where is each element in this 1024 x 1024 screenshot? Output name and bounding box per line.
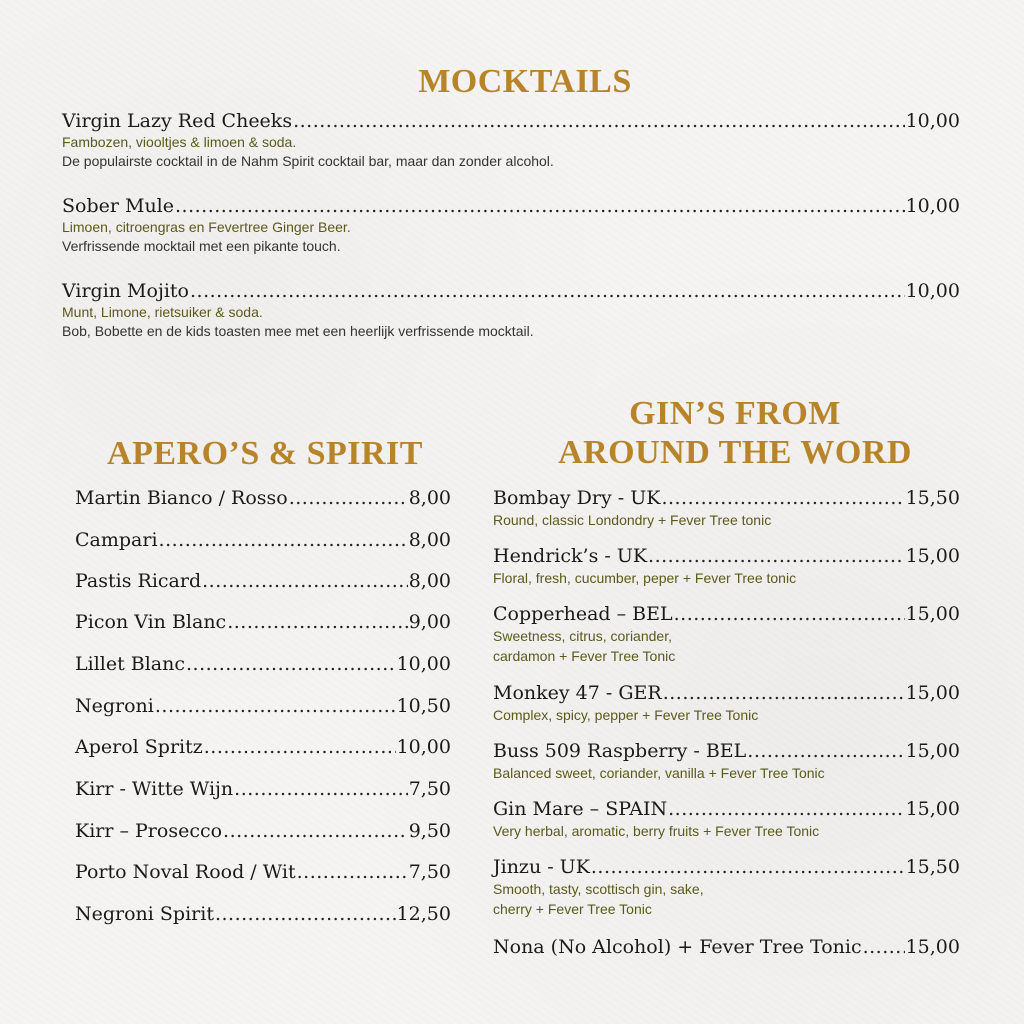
item-name: Virgin Lazy Red Cheeks [62,110,293,132]
item-notes: cherry + Fever Tree Tonic [493,901,652,917]
leader-dots [289,487,408,509]
item-price: 10,00 [905,110,960,132]
item-name: Gin Mare – SPAIN [493,798,668,820]
mocktail-item [62,195,960,254]
leader-dots [747,740,904,762]
aperos-heading: APERO’S & SPIRIT [107,435,423,472]
item-price: 15,50 [905,856,960,878]
apero-item [75,820,451,842]
item-price: 10,00 [905,280,960,302]
item-price: 10,50 [396,695,451,717]
leader-dots [159,529,408,551]
gin-item [493,740,960,783]
leader-dots [863,936,905,958]
leader-dots [190,280,905,302]
gin-item [493,798,960,841]
item-notes: Very herbal, aromatic, berry fruits + Fever Tree Tonic [493,823,820,839]
apero-item [75,487,451,509]
item-notes: Smooth, tasty, scottisch gin, sake, [493,881,704,897]
item-name: Aperol Spritz [75,736,203,758]
item-description: Verfrissende mocktail met een pikante touch. [62,238,341,254]
leader-dots [234,778,408,800]
leader-dots [223,820,408,842]
apero-item [75,695,451,717]
item-ingredients: Limoen, citroengras en Fevertree Ginger Beer. [62,219,351,235]
leader-dots [215,903,396,925]
leader-dots [204,736,396,758]
item-price: 15,00 [905,603,960,625]
gins-heading-line1: GIN’S FROM [629,395,841,432]
leader-dots [155,695,396,717]
gin-item [493,487,960,530]
gins-heading [520,394,950,472]
leader-dots [591,856,905,878]
item-price: 8,00 [408,570,451,592]
item-notes: Floral, fresh, cucumber, peper + Fever Tree tonic [493,570,797,586]
item-name: Kirr - Witte Wijn [75,778,234,800]
item-price: 9,50 [408,820,451,842]
item-price: 10,00 [396,653,451,675]
item-price: 15,00 [905,740,960,762]
item-ingredients: Fambozen, viooltjes & limoen & soda. [62,134,297,150]
apero-item [75,570,451,592]
item-price: 10,00 [396,736,451,758]
apero-item [75,861,451,883]
leader-dots [227,611,407,633]
leader-dots [668,798,904,820]
item-name: Jinzu - UK [493,856,590,878]
leader-dots [293,110,905,132]
gin-item [493,682,960,725]
item-price: 7,50 [408,861,451,883]
gin-item [493,856,960,919]
item-name: Hendrick’s - UK [493,545,648,567]
item-price: 7,50 [408,778,451,800]
item-price: 15,00 [905,798,960,820]
item-name: Bombay Dry - UK [493,487,661,509]
leader-dots [663,682,905,704]
item-price: 15,00 [905,682,960,704]
apero-item [75,611,451,633]
item-price: 15,00 [905,545,960,567]
item-notes: cardamon + Fever Tree Tonic [493,648,676,664]
item-price: 8,00 [408,529,451,551]
item-name: Nona (No Alcohol) + Fever Tree Tonic [493,936,862,958]
gin-item [493,603,960,666]
item-name: Monkey 47 - GER [493,682,662,704]
item-notes: Balanced sweet, coriander, vanilla + Fever Tree Tonic [493,765,825,781]
leader-dots [186,653,396,675]
item-name: Pastis Ricard [75,570,202,592]
gin-item [493,936,960,958]
item-name: Negroni Spirit [75,903,214,925]
item-name: Kirr – Prosecco [75,820,223,842]
item-name: Porto Noval Rood / Wit [75,861,296,883]
item-name: Martin Bianco / Rosso [75,487,288,509]
mocktails-heading: MOCKTAILS [418,63,632,100]
leader-dots [674,603,905,625]
leader-dots [175,195,905,217]
leader-dots [202,570,408,592]
apero-item [75,903,451,925]
gins-heading-line2: AROUND THE WORD [558,434,912,472]
mocktail-item [62,280,960,339]
item-notes: Round, classic Londondry + Fever Tree tonic [493,512,772,528]
item-price: 12,50 [396,903,451,925]
item-ingredients: Munt, Limone, rietsuiker & soda. [62,304,263,320]
item-name: Picon Vin Blanc [75,611,227,633]
item-name: Copperhead – BEL [493,603,673,625]
item-name: Lillet Blanc [75,653,186,675]
apero-item [75,653,451,675]
item-name: Campari [75,529,158,551]
mocktail-item [62,110,960,169]
apero-item [75,736,451,758]
item-description: Bob, Bobette en de kids toasten mee met een heerlijk verfrissende mocktail. [62,323,534,339]
apero-item [75,529,451,551]
item-price: 15,00 [905,936,960,958]
leader-dots [297,861,408,883]
leader-dots [661,487,904,509]
item-notes: Complex, spicy, pepper + Fever Tree Tonic [493,707,759,723]
item-price: 10,00 [905,195,960,217]
item-name: Buss 509 Raspberry - BEL [493,740,747,762]
item-price: 9,00 [408,611,451,633]
item-price: 8,00 [408,487,451,509]
item-name: Sober Mule [62,195,174,217]
item-name: Virgin Mojito [62,280,189,302]
item-notes: Sweetness, citrus, coriander, [493,628,672,644]
apero-item [75,778,451,800]
gin-item [493,545,960,588]
leader-dots [648,545,905,567]
item-description: De populairste cocktail in de Nahm Spirit cocktail bar, maar dan zonder alcohol. [62,153,554,169]
item-name: Negroni [75,695,154,717]
item-price: 15,50 [905,487,960,509]
